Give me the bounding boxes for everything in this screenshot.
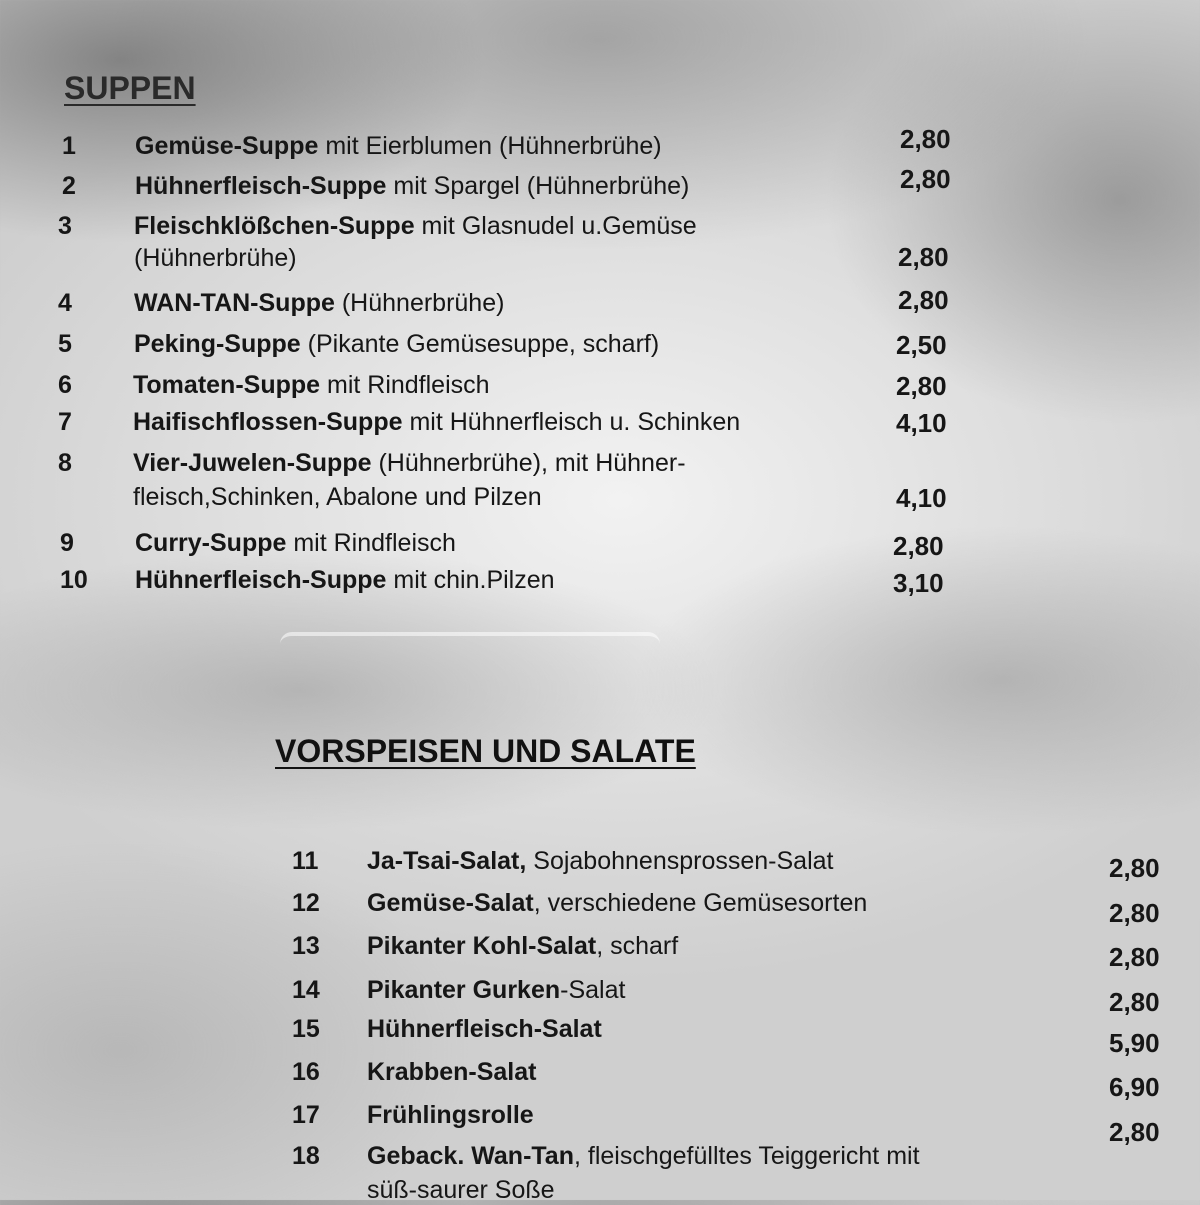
item-description <box>367 1058 536 1087</box>
item-detail: (Hühnerbrühe), mit Hühner- <box>371 449 686 477</box>
item-name: Krabben-Salat <box>367 1058 537 1086</box>
item-price: 2,80 <box>896 371 947 401</box>
item-price: 2,80 <box>898 242 949 272</box>
item-number: 15 <box>292 1015 320 1043</box>
item-description <box>367 1142 920 1171</box>
item-number: 17 <box>292 1101 320 1129</box>
item-description <box>134 289 504 318</box>
item-number: 6 <box>58 371 72 399</box>
item-description <box>133 449 686 478</box>
item-price: 2,80 <box>1109 942 1160 972</box>
item-number: 1 <box>62 132 76 160</box>
item-price: 4,10 <box>896 483 947 513</box>
item-detail: mit Glasnudel u.Gemüse <box>414 212 697 240</box>
item-detail: , fleischgefülltes Teiggericht mit <box>573 1142 920 1170</box>
reflection-smudge <box>280 632 660 656</box>
item-name: Hühnerfleisch-Suppe <box>135 566 387 594</box>
item-number: 16 <box>292 1058 320 1086</box>
item-price: 6,90 <box>1109 1072 1160 1102</box>
item-name: Tomaten-Suppe <box>133 371 321 399</box>
item-name: Gemüse-Salat <box>367 889 534 917</box>
item-number: 3 <box>58 212 72 240</box>
item-detail: mit Spargel (Hühnerbrühe) <box>386 172 690 200</box>
item-description <box>367 1101 534 1130</box>
item-number: 18 <box>292 1142 320 1170</box>
item-price: 5,90 <box>1109 1028 1160 1058</box>
item-name: Vier-Juwelen-Suppe <box>133 449 372 477</box>
item-description <box>367 1015 602 1044</box>
item-price: 2,80 <box>900 124 951 154</box>
item-name: Haifischflossen-Suppe <box>133 408 403 436</box>
item-number: 2 <box>62 172 76 200</box>
item-description-line2: fleisch,Schinken, Abalone und Pilzen <box>133 483 542 511</box>
item-detail: (Hühnerbrühe) <box>334 289 505 317</box>
item-detail: Sojabohnensprossen-Salat <box>526 847 834 875</box>
item-price: 2,80 <box>898 285 949 315</box>
item-name: Gemüse-Suppe <box>135 132 319 160</box>
item-detail: , scharf <box>596 932 679 960</box>
item-number: 10 <box>60 566 88 594</box>
item-description <box>367 889 867 918</box>
item-name: Pikanter Kohl-Salat <box>367 932 597 960</box>
item-name: WAN-TAN-Suppe <box>134 289 335 317</box>
item-detail: (Pikante Gemüsesuppe, scharf) <box>300 330 660 358</box>
item-name: Curry-Suppe <box>135 529 287 557</box>
item-number: 14 <box>292 976 320 1004</box>
item-name: Frühlingsrolle <box>367 1101 534 1129</box>
item-description <box>133 408 740 437</box>
item-description <box>135 566 555 595</box>
item-description-line2: süß-saurer Soße <box>367 1176 555 1204</box>
item-detail: , verschiedene Gemüsesorten <box>533 889 868 917</box>
item-description <box>135 529 456 558</box>
section-heading-suppen: SUPPEN <box>64 70 196 106</box>
item-detail: mit Hühnerfleisch u. Schinken <box>402 408 741 436</box>
item-detail: mit Rindfleisch <box>320 371 490 399</box>
item-name: Ja-Tsai-Salat, <box>367 847 527 875</box>
item-price: 4,10 <box>896 408 947 438</box>
item-price: 2,50 <box>896 330 947 360</box>
item-description <box>135 172 689 201</box>
item-detail: mit Eierblumen (Hühnerbrühe) <box>318 132 662 160</box>
item-detail: mit Rindfleisch <box>286 529 456 557</box>
item-detail: -Salat <box>560 976 626 1004</box>
item-number: 7 <box>58 408 72 436</box>
item-number: 13 <box>292 932 320 960</box>
item-price: 2,80 <box>1109 898 1160 928</box>
item-description <box>133 371 490 400</box>
item-number: 9 <box>60 529 74 557</box>
item-name: Peking-Suppe <box>134 330 301 358</box>
item-number: 12 <box>292 889 320 917</box>
item-description <box>367 847 833 876</box>
item-name: Hühnerfleisch-Suppe <box>135 172 387 200</box>
item-name: Pikanter Gurken <box>367 976 561 1004</box>
item-description <box>367 976 625 1005</box>
item-description <box>367 932 678 961</box>
item-description <box>134 212 697 241</box>
item-name: Fleischklößchen-Suppe <box>134 212 415 240</box>
item-price: 2,80 <box>900 164 951 194</box>
item-price: 2,80 <box>1109 853 1160 883</box>
item-number: 11 <box>292 847 319 875</box>
item-description <box>134 330 659 359</box>
item-name: Geback. Wan-Tan <box>367 1142 574 1170</box>
section-heading-vorspeisen: VORSPEISEN UND SALATE <box>275 733 696 769</box>
item-price: 2,80 <box>1109 987 1160 1017</box>
item-detail: mit chin.Pilzen <box>386 566 555 594</box>
item-price: 2,80 <box>893 531 944 561</box>
item-number: 4 <box>58 289 72 317</box>
item-number: 5 <box>58 330 72 358</box>
item-description <box>135 132 662 161</box>
item-number: 8 <box>58 449 72 477</box>
item-price: 3,10 <box>893 568 944 598</box>
item-name: Hühnerfleisch-Salat <box>367 1015 602 1043</box>
item-price: 2,80 <box>1109 1117 1160 1147</box>
item-description-line2: (Hühnerbrühe) <box>134 244 297 272</box>
